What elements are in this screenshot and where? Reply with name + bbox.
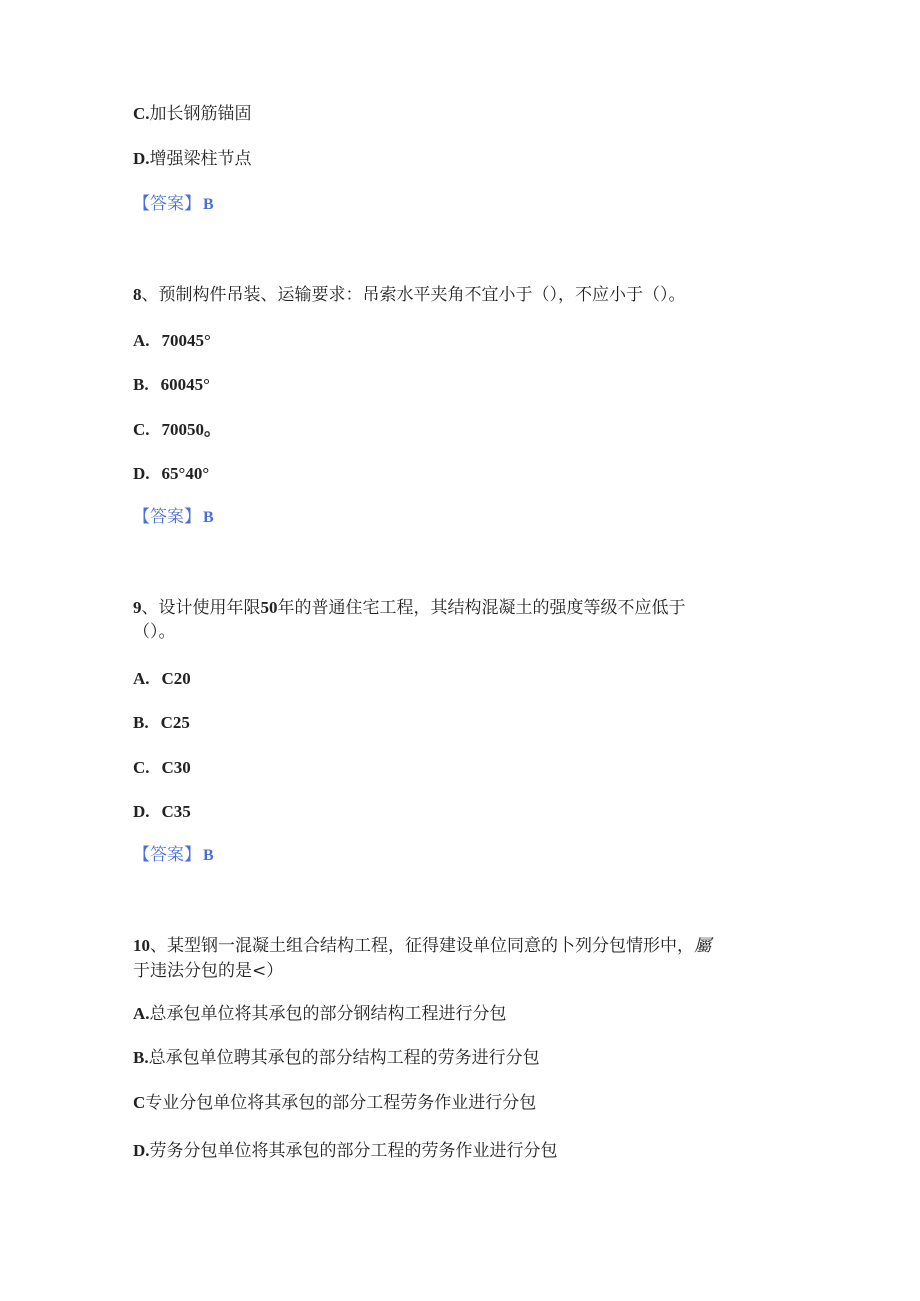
option-prefix: D.	[133, 464, 150, 483]
option-a	[133, 1003, 507, 1025]
option-prefix: C.	[133, 758, 150, 777]
option-prefix: B.	[133, 1048, 149, 1067]
question-text: （）。	[133, 622, 176, 642]
answer-value: B	[203, 847, 214, 864]
option-d	[133, 1140, 558, 1162]
answer-label: 【答案】	[133, 845, 201, 865]
question-8	[133, 284, 686, 306]
option-text: 增强梁柱节点	[149, 149, 252, 169]
option-prefix: A.	[133, 1004, 150, 1023]
question-10	[133, 935, 711, 957]
question-text: 、某型钢一混凝土组合结构工程，征得建设单位同意的卜列分包情形中，	[150, 936, 694, 956]
option-prefix: C.	[133, 104, 150, 123]
option-c	[133, 419, 221, 441]
answer-label: 【答案】	[133, 507, 201, 527]
question-number: 8	[133, 285, 142, 304]
option-b	[133, 374, 210, 396]
option-d	[133, 801, 191, 823]
option-prefix: C.	[133, 420, 150, 439]
question-text: 于违法分包的是<）	[133, 961, 284, 981]
option-text: 劳务分包单位将其承包的部分工程的劳务作业进行分包	[149, 1141, 558, 1161]
option-b	[133, 1047, 540, 1069]
option-prefix: B.	[133, 713, 149, 732]
answer	[133, 193, 214, 216]
question-text: 、设计使用年限	[141, 598, 261, 618]
question-text: 、预制构件吊装、运输要求：吊索水平夹角不宜小于（），不应小于（）。	[141, 285, 686, 305]
answer	[133, 506, 214, 529]
question-9-line2	[133, 621, 176, 643]
question-number: 10	[133, 936, 150, 955]
answer	[133, 844, 214, 867]
option-text: 70045°	[161, 331, 211, 350]
option-prefix: B.	[133, 375, 149, 394]
question-9	[133, 597, 686, 619]
option-text: 65°40°	[161, 464, 210, 483]
option-c	[133, 103, 252, 125]
option-prefix: A.	[133, 669, 150, 688]
option-prefix: A.	[133, 331, 150, 350]
answer-value: B	[203, 509, 214, 526]
option-text: 总承包单位将其承包的部分钢结构工程进行分包	[149, 1004, 507, 1024]
option-prefix: D.	[133, 149, 150, 168]
option-d	[133, 463, 209, 485]
question-text-number: 50	[260, 598, 278, 617]
option-d	[133, 148, 252, 170]
option-text: C30	[161, 758, 191, 777]
question-text: 年的普通住宅工程，其结构混凝土的强度等级不应低于	[277, 598, 686, 618]
option-text: 总承包单位聘其承包的部分结构工程的劳务进行分包	[148, 1048, 540, 1068]
option-text: C20	[161, 669, 191, 688]
answer-value: B	[203, 196, 214, 213]
option-text: C35	[161, 802, 191, 821]
question-number: 9	[133, 598, 142, 617]
option-text: C25	[160, 713, 190, 732]
option-prefix: C	[133, 1093, 146, 1112]
option-text: 70050。	[161, 420, 222, 439]
option-prefix: D.	[133, 802, 150, 821]
option-c	[133, 1092, 536, 1114]
option-c	[133, 757, 191, 779]
option-text: 加长钢筋锚固	[149, 104, 252, 124]
option-prefix: D.	[133, 1141, 150, 1160]
question-10-line2	[133, 960, 283, 982]
question-text: 屬	[694, 936, 711, 956]
option-a	[133, 330, 211, 352]
option-text: 60045°	[160, 375, 210, 394]
option-b	[133, 712, 190, 734]
answer-label: 【答案】	[133, 194, 201, 214]
option-text: 专业分包单位将其承包的部分工程劳务作业进行分包	[145, 1093, 537, 1113]
option-a	[133, 668, 191, 690]
